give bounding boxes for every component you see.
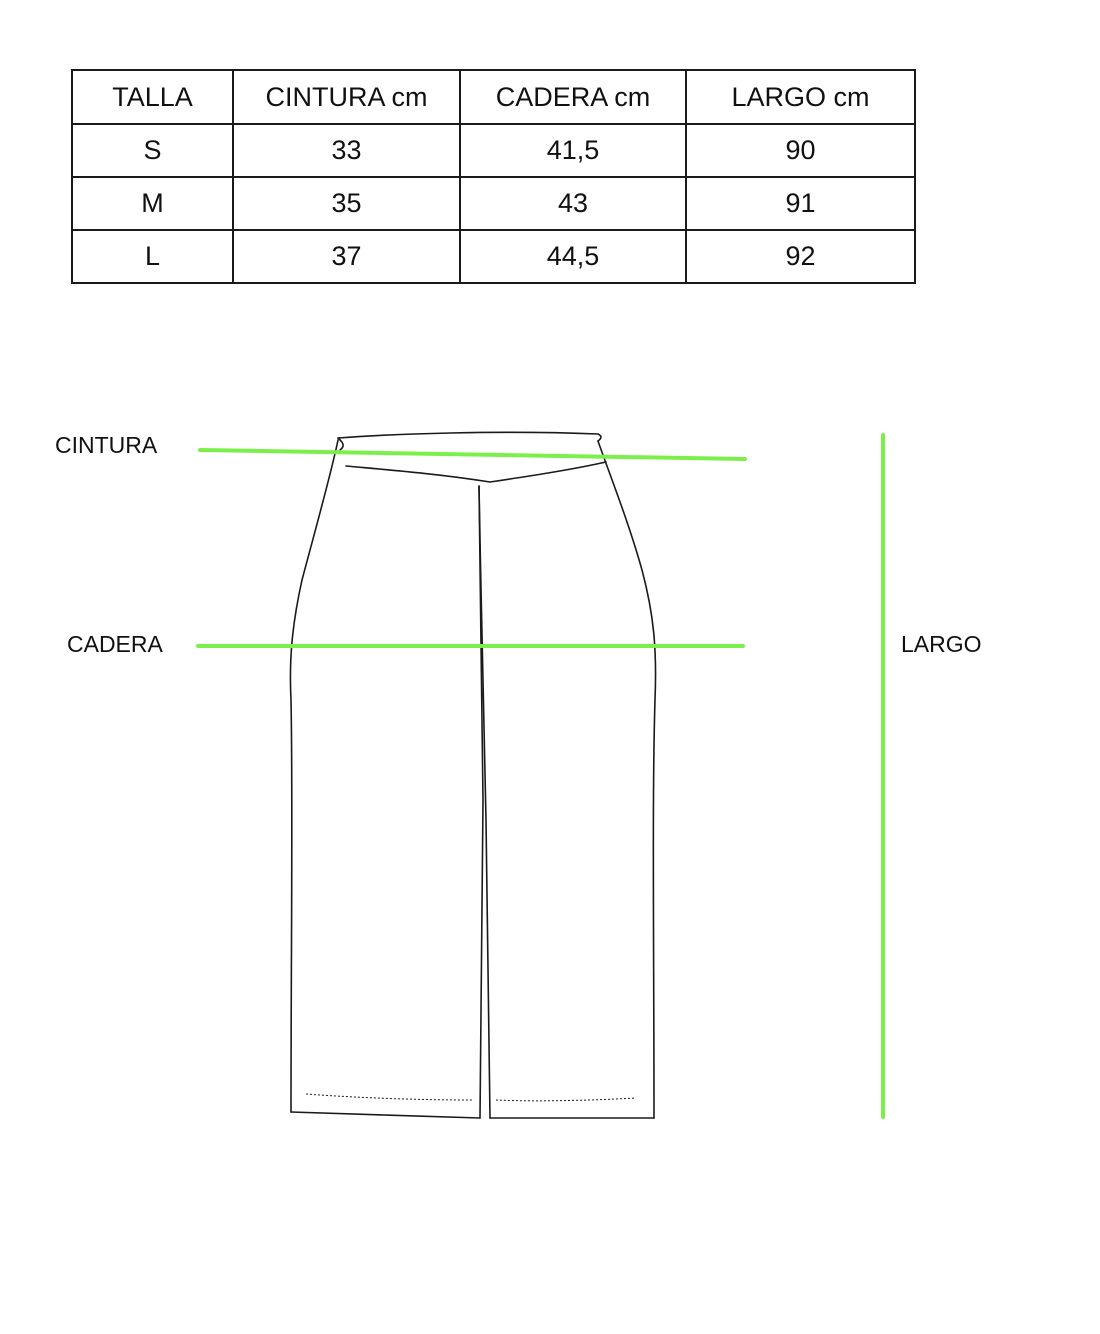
cell-cadera: 41,5: [460, 124, 686, 177]
cell-largo: 92: [686, 230, 915, 283]
cell-cintura: 37: [233, 230, 460, 283]
cell-cintura: 35: [233, 177, 460, 230]
cell-cadera: 44,5: [460, 230, 686, 283]
left-outer-seam: [290, 440, 338, 1112]
cell-largo: 90: [686, 124, 915, 177]
length-label: LARGO: [901, 631, 982, 657]
waist-measure-line: [200, 450, 745, 459]
hem-stitching: [306, 1094, 636, 1101]
waist-label: CINTURA: [55, 432, 158, 458]
cell-cadera: 43: [460, 177, 686, 230]
left-hem: [291, 1112, 480, 1118]
cell-size: S: [72, 124, 233, 177]
waistband-bottom-edge: [346, 462, 606, 482]
right-outer-seam: [598, 441, 656, 1118]
pants-outline: [290, 432, 655, 1118]
cell-largo: 91: [686, 177, 915, 230]
header-talla: TALLA: [72, 70, 233, 124]
cell-cintura: 33: [233, 124, 460, 177]
header-cintura: CINTURA cm: [233, 70, 460, 124]
cell-size: M: [72, 177, 233, 230]
left-hem-stitch: [306, 1094, 472, 1100]
header-largo: LARGO cm: [686, 70, 915, 124]
cell-size: L: [72, 230, 233, 283]
waistband-top-edge: [338, 432, 601, 441]
header-cadera: CADERA cm: [460, 70, 686, 124]
measurement-lines: [198, 435, 883, 1117]
hip-label: CADERA: [67, 631, 163, 657]
right-hem-stitch: [496, 1098, 636, 1101]
